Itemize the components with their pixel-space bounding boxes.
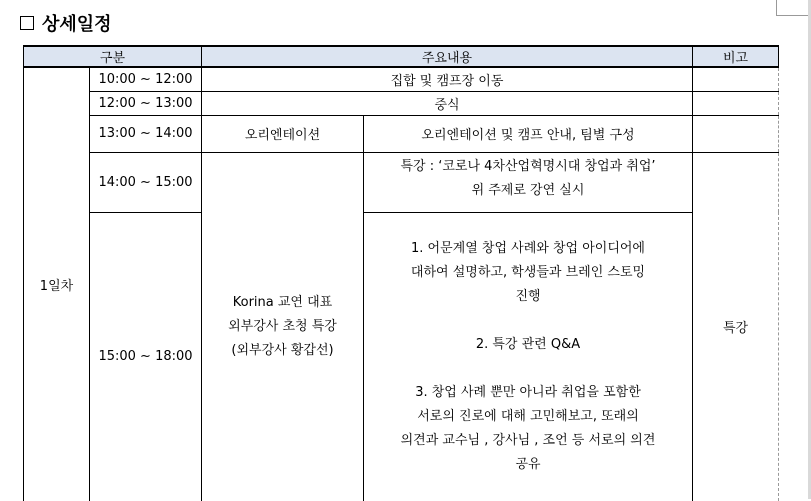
- detail-line: 3. 창업 사례 뿐만 아니라 취업을 포함한: [415, 384, 641, 400]
- table-row: [24, 67, 779, 91]
- detail-line: [364, 309, 692, 333]
- lecture-activity-line: (외부강사 황갑선): [231, 342, 334, 358]
- detail-line: 진행: [515, 288, 541, 304]
- lecture-activity-line: Korina 교연 대표: [232, 294, 333, 310]
- note-cell: [693, 115, 779, 152]
- page-corner-mark: [776, 0, 777, 15]
- detail-line: 대하여 설명하고, 학생들과 브레인 스토밍: [410, 264, 646, 280]
- header-note: 비고: [693, 46, 779, 67]
- time-cell: 15:00 ~ 18:00: [90, 212, 202, 501]
- time-cell: 14:00 ~ 15:00: [90, 152, 202, 212]
- note-cell: [693, 91, 779, 115]
- header-content: 주요내용: [202, 46, 693, 67]
- content-cell: 중식: [202, 91, 693, 115]
- day-cell: 1일차: [24, 67, 90, 501]
- table-row: [24, 212, 779, 501]
- section-title: 상세일정: [42, 14, 112, 35]
- lecture-activity-line: 외부강사 초청 특강: [228, 318, 337, 334]
- table-row: [24, 152, 779, 212]
- checkbox-square-icon: [20, 16, 34, 30]
- table-row: [24, 91, 779, 115]
- detail-line: 서로의 진로에 대해 고민해보고, 또래의: [417, 408, 639, 424]
- detail-cell: [364, 212, 693, 501]
- lecture-activity-cell: [202, 152, 364, 501]
- detail-cell: [364, 152, 693, 212]
- header-category: 구분: [24, 46, 202, 67]
- table-row: [24, 115, 779, 152]
- detail-line: 1. 어문계열 창업 사례와 창업 아이디어에: [411, 240, 645, 256]
- section-heading: [20, 10, 112, 36]
- detail-line: 의견과 교수님 , 강사님 , 조언 등 서로의 의견: [400, 432, 656, 448]
- detail-line: 특강 : ‘코로나 4차산업혁명시대 창업과 취업’: [400, 158, 656, 174]
- time-cell: 12:00 ~ 13:00: [90, 91, 202, 115]
- content-cell: 집합 및 캠프장 이동: [202, 67, 693, 91]
- note-cell: 특강: [693, 152, 779, 501]
- detail-line: 2. 특강 관련 Q&A: [475, 336, 581, 352]
- time-cell: 13:00 ~ 14:00: [90, 115, 202, 152]
- schedule-table: [23, 45, 779, 501]
- detail-cell: 오리엔테이션 및 캠프 안내, 팀별 구성: [364, 115, 693, 152]
- activity-cell: 오리엔테이션: [202, 115, 364, 152]
- note-cell: [693, 67, 779, 91]
- table-header-row: [24, 46, 779, 67]
- time-cell: 10:00 ~ 12:00: [90, 67, 202, 91]
- page-corner-mark: [776, 15, 811, 16]
- detail-line: 공유: [515, 456, 541, 472]
- detail-line: [364, 357, 692, 381]
- detail-line: 위 주제로 강연 실시: [471, 182, 585, 198]
